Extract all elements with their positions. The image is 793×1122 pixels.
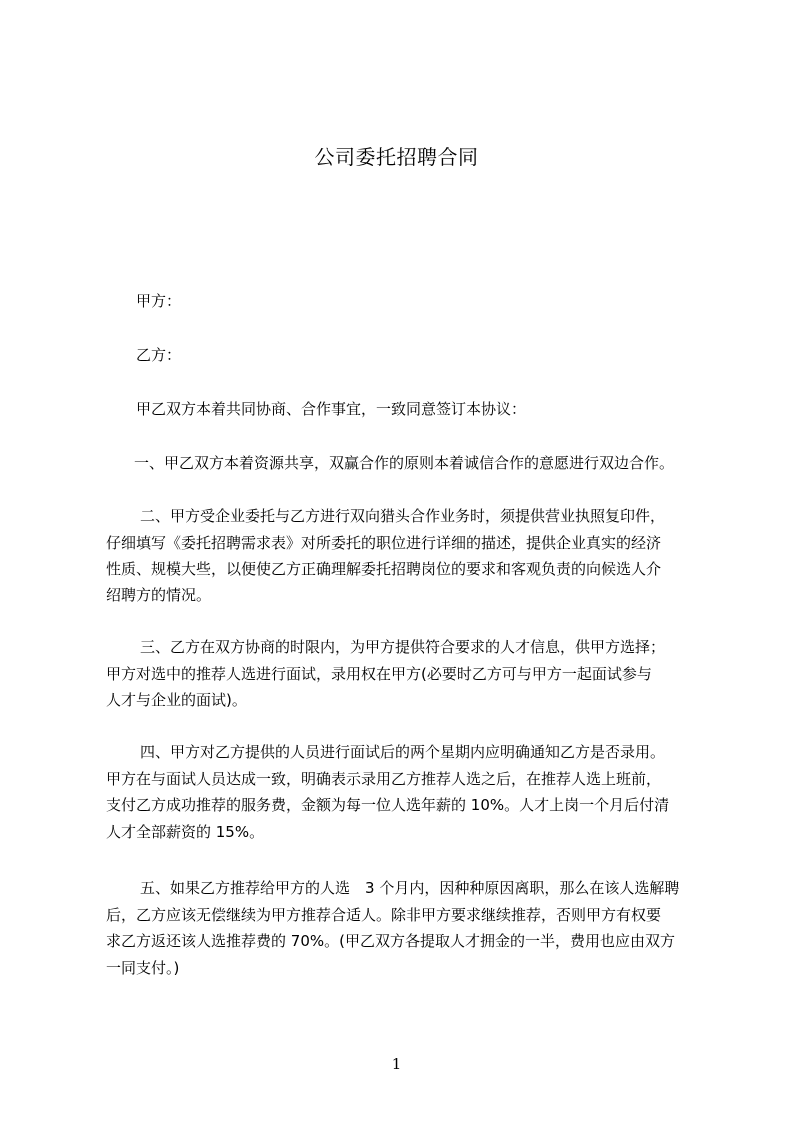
- clause-line: 支付乙方成功推荐的服务费，金额为每一位人选年薪的 10%。人才上岗一个月后付清: [106, 796, 670, 814]
- clause-line: 甲方在与面试人员达成一致，明确表示录用乙方推荐人选之后，在推荐人选上班前，: [106, 770, 662, 788]
- clause-line: 后，乙方应该无偿继续为甲方推荐合适人。除非甲方要求继续推荐，否则甲方有权要: [106, 906, 662, 924]
- clause-line: 三、乙方在双方协商的时限内，为甲方提供符合要求的人才信息，供甲方选择；: [140, 638, 666, 656]
- clause-line: 仔细填写《委托招聘需求表》对所委托的职位进行详细的描述，提供企业真实的经济: [106, 534, 662, 552]
- clause-line: 人才与企业的面试)。: [106, 691, 247, 709]
- clause-line: 一同支付。): [106, 959, 180, 977]
- page-number: 1: [391, 1055, 402, 1073]
- clause-line: 二、甲方受企业委托与乙方进行双向猎头合作业务时，须提供营业执照复印件，: [140, 507, 666, 525]
- document-title: 公司委托招聘合同: [314, 145, 479, 169]
- clause-line: 绍聘方的情况。: [106, 586, 212, 604]
- clause-line: 性质、规模大些，以便使乙方正确理解委托招聘岗位的要求和客观负责的向候选人介: [106, 560, 662, 578]
- intro-paragraph: 甲乙双方本着共同协商、合作事宜，一致同意签订本协议：: [136, 400, 527, 418]
- clause-line: 人才全部薪资的 15%。: [106, 823, 265, 841]
- clause-line: 求乙方返还该人选推荐费的 70%。(甲乙双方各提取人才拥金的一半，费用也应由双方: [106, 932, 675, 950]
- clause-line: 一、甲乙双方本着资源共享，双赢合作的原则本着诚信合作的意愿进行双边合作。: [134, 454, 675, 472]
- clause-line: 甲方对选中的推荐人选进行面试，录用权在甲方(必要时乙方可与甲方一起面试参与: [106, 665, 652, 683]
- clause-line: 五、如果乙方推荐给甲方的人选 3 个月内，因种种原因离职，那么在该人选解聘: [140, 879, 680, 897]
- party-a-label: 甲方：: [136, 292, 182, 310]
- clause-line: 四、甲方对乙方提供的人员进行面试后的两个星期内应明确通知乙方是否录用。: [140, 743, 666, 761]
- party-b-label: 乙方：: [136, 346, 182, 364]
